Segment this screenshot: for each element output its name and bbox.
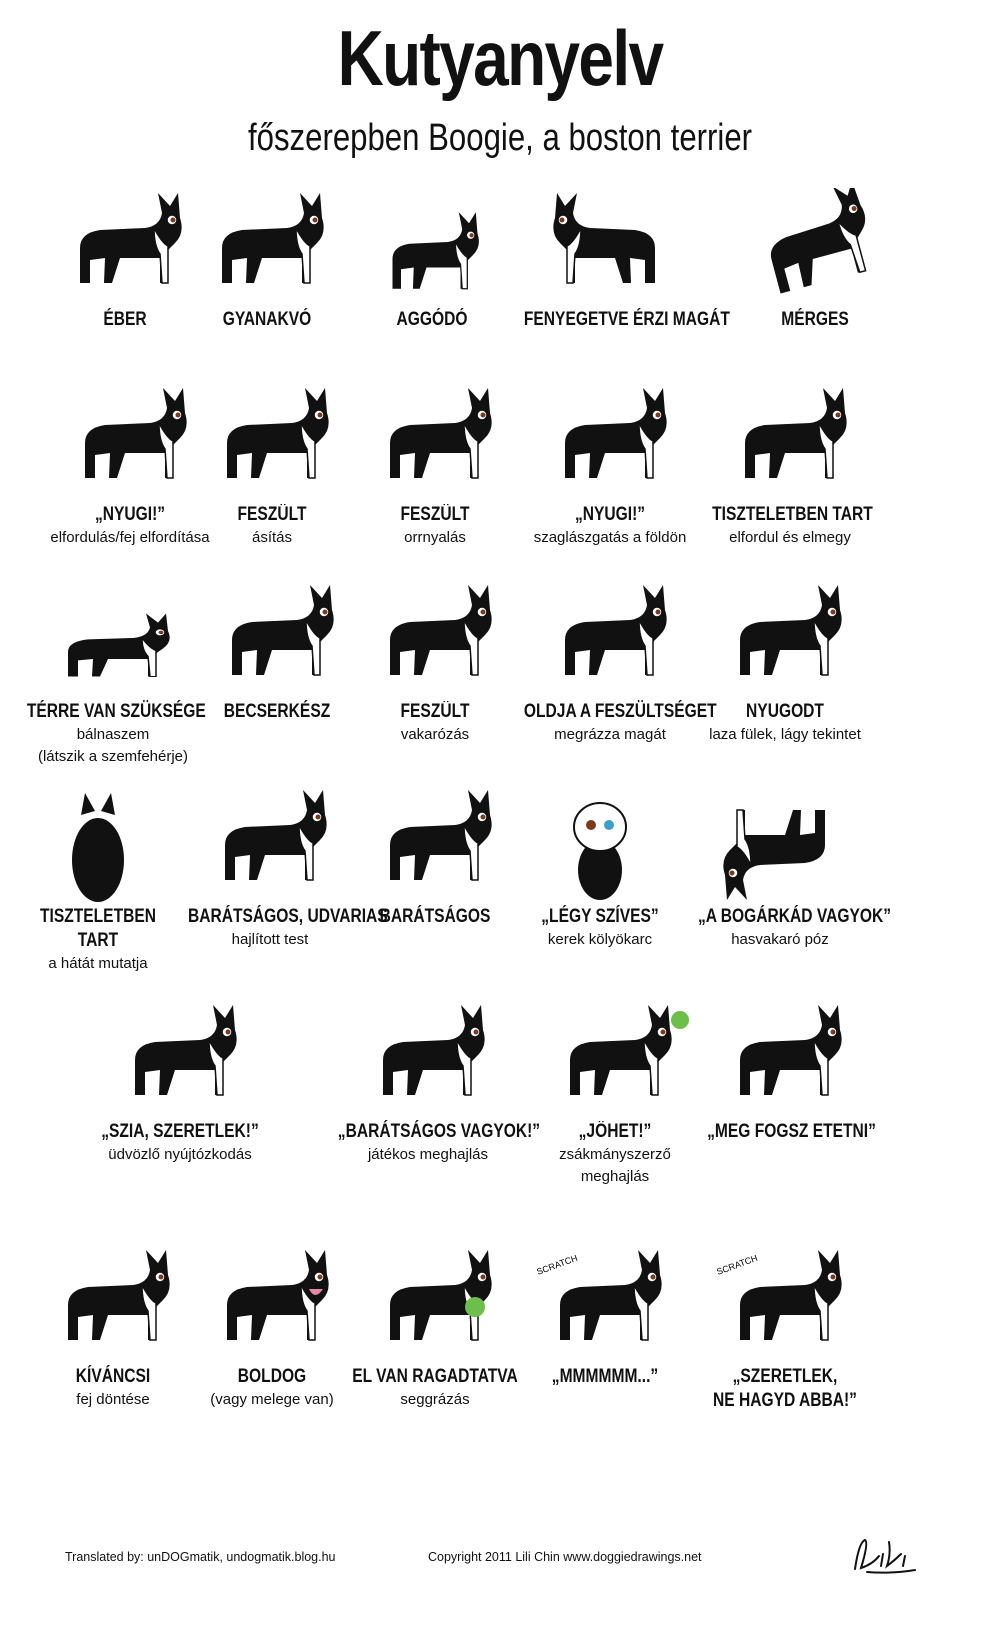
pose-hello-love <box>55 1000 305 1166</box>
dog-chin-scratch-illustration <box>710 1245 860 1365</box>
pose-mmmm <box>510 1245 700 1389</box>
pose-label: OLDJA A FESZÜLTSÉGET <box>523 701 717 722</box>
pose-description: zsákmányszerző <box>559 1146 671 1163</box>
pose-description: (vagy melege van) <box>210 1391 334 1408</box>
dog-whale-eye-illustration <box>38 580 188 700</box>
pose-description: vakarózás <box>400 726 470 743</box>
pose-description: bálnaszem <box>76 726 150 743</box>
pose-label: „NYUGI!” <box>94 504 166 525</box>
dog-friendly-illustration <box>360 785 510 905</box>
pose-description-2: meghajlás <box>580 1168 650 1185</box>
pose-description: ásítás <box>251 529 293 546</box>
pose-label: TISZTELETBEN TART <box>39 906 156 951</box>
pose-description: szaglászgatás a földön <box>533 529 687 546</box>
pose-stressed-lick <box>340 383 530 549</box>
pose-label: EL VAN RAGADTATVA <box>352 1366 518 1387</box>
dog-puppy-face-illustration <box>525 785 675 905</box>
pose-label: „JÖHET!” <box>578 1121 652 1142</box>
pose-please <box>505 785 695 951</box>
sound-effect-text: SCRATCH <box>535 1252 579 1277</box>
dog-shaking-illustration <box>535 580 685 700</box>
dog-threatened-illustration <box>535 188 685 308</box>
pose-calm-sniffing <box>515 383 705 549</box>
pose-label: AGGÓDÓ <box>396 309 468 330</box>
pose-description: megrázza magát <box>554 726 666 743</box>
pose-label: BECSERKÉSZ <box>223 701 331 722</box>
dog-curved-body-illustration <box>195 785 345 905</box>
pose-friendly <box>340 785 530 929</box>
pose-label: TISZTELETBEN TART <box>712 504 873 525</box>
pose-label: MÉRGES <box>781 309 849 330</box>
dog-greeting-stretch-illustration <box>55 1000 305 1120</box>
dog-stalking-illustration <box>202 580 352 700</box>
pose-label: FESZÜLT <box>400 504 470 525</box>
dog-prey-bow-illustration <box>540 1000 690 1120</box>
pose-description: üdvözlő nyújtózkodás <box>108 1146 252 1163</box>
pose-label: „SZIA, SZERETLEK!” <box>101 1121 259 1142</box>
dog-angry-illustration <box>740 188 890 308</box>
pose-description: laza fülek, lágy tekintet <box>709 726 861 743</box>
dog-head-tilt-illustration <box>38 1245 188 1365</box>
dog-relaxed-illustration <box>710 580 860 700</box>
translator-credit: Translated by: unDOGmatik, undogmatik.blog.hu <box>65 1550 336 1564</box>
pose-excited <box>330 1245 540 1411</box>
pose-label: FENYEGETVE ÉRZI MAGÁT <box>523 309 730 330</box>
dog-yawn-illustration <box>197 383 347 503</box>
dog-happy-illustration <box>197 1245 347 1365</box>
dog-lick-illustration <box>360 383 510 503</box>
page-subtitle: főszerepben Boogie, a boston terrier <box>247 117 753 159</box>
pose-description: kerek kölyökarc <box>547 931 653 948</box>
pose-label: „LÉGY SZÍVES” <box>541 906 659 927</box>
pose-bring-it <box>520 1000 710 1188</box>
pose-label: „MEG FOGSZ ETETNI” <box>707 1121 876 1142</box>
sound-effect-text: SCRATCH <box>715 1252 759 1277</box>
dog-lying-illustration <box>710 1000 860 1120</box>
pose-label-line-2: NE HAGYD ABBA!” <box>713 1390 857 1411</box>
pose-description: hasvakaró póz <box>731 931 829 948</box>
pose-stressed-scratch <box>340 580 530 746</box>
dog-sniffing-illustration <box>535 383 685 503</box>
pose-anxious <box>337 188 527 332</box>
pose-description: orrnyalás <box>404 529 466 546</box>
pose-angry <box>720 188 910 332</box>
pose-feed-me <box>690 1000 880 1144</box>
pose-description: seggrázás <box>400 1391 470 1408</box>
pose-friendly-play-bow <box>318 1000 541 1166</box>
pose-label: BARÁTSÁGOS, UDVARIAS <box>188 906 388 927</box>
pose-description: elfordul és elmegy <box>729 529 851 546</box>
pose-description: játékos meghajlás <box>367 1146 489 1163</box>
pose-label: „SZERETLEK, <box>732 1366 838 1387</box>
dog-scratched-illustration <box>530 1245 680 1365</box>
artist-signature <box>845 1534 925 1578</box>
pose-label: „NYUGI!” <box>574 504 646 525</box>
dog-anxious-illustration <box>357 188 507 308</box>
dog-belly-up-illustration <box>705 785 855 905</box>
pose-label: „BARÁTSÁGOS VAGYOK!” <box>337 1121 541 1142</box>
pose-description: fej döntése <box>76 1391 150 1408</box>
pose-bug-tub <box>680 785 892 951</box>
pose-relaxed <box>690 580 880 746</box>
pose-label: BARÁTSÁGOS <box>379 906 491 927</box>
pose-label: FESZÜLT <box>237 504 307 525</box>
pose-love-dont-stop <box>690 1245 880 1413</box>
dog-play-bow-illustration <box>353 1000 503 1120</box>
pose-label: „A BOGÁRKÁD VAGYOK” <box>698 906 892 927</box>
pose-suspicious <box>172 188 362 332</box>
pose-stressed-yawn <box>177 383 367 549</box>
dog-back-view-illustration <box>23 785 173 905</box>
pose-label: GYANAKVÓ <box>222 309 312 330</box>
pose-respect-back <box>18 785 178 975</box>
dog-scratching-illustration <box>360 580 510 700</box>
pose-label: FESZÜLT <box>400 701 470 722</box>
pose-description-2: (látszik a szemfehérje) <box>37 748 189 765</box>
dog-butt-wiggle-illustration <box>360 1245 510 1365</box>
pose-label: NYUGODT <box>746 701 824 722</box>
pose-label: ÉBER <box>103 309 147 330</box>
pose-description: a hátát mutatja <box>48 955 148 972</box>
pose-description: hajlított test <box>231 931 309 948</box>
pose-label: BOLDOG <box>237 1366 307 1387</box>
pose-shake-off <box>505 580 715 746</box>
pose-label: TÉRRE VAN SZÜKSÉGE <box>26 701 206 722</box>
pose-label: „MMMMMM...” <box>551 1366 659 1387</box>
dog-walk-away-illustration <box>715 383 865 503</box>
dog-suspicious-illustration <box>192 188 342 308</box>
pose-label: KÍVÁNCSI <box>75 1366 151 1387</box>
pose-threatened <box>505 188 730 332</box>
copyright-notice: Copyright 2011 Lili Chin www.doggiedrawings.net <box>428 1550 702 1564</box>
pose-description: elfordulás/fej elfordítása <box>50 529 210 546</box>
pose-respect-walk-away <box>695 383 885 549</box>
page-title: Kutyanyelv <box>337 14 663 102</box>
